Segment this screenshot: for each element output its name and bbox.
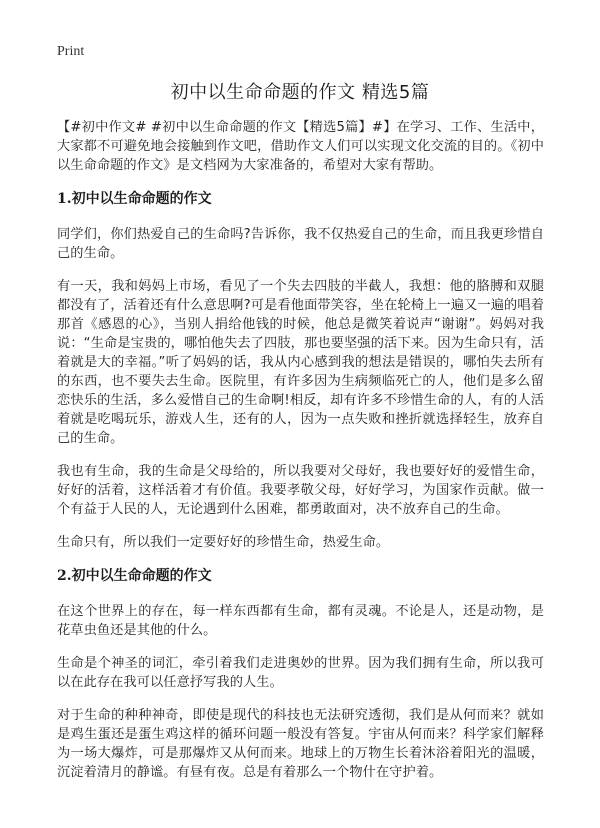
page-title: 初中以生命命题的作文 精选5篇	[170, 82, 430, 103]
section-2-paragraph-3: 对于生命的种种神奇，即使是现代的科技也无法研究透彻，我们是从何而来？就如是鸡生蛋还是蛋生鸡这样的循环问题一般没有答复。宇宙从何而来？科学家们解释为一场大爆炸，可是那爆炸又从何而来。地球上的万物生长着沐浴着阳光的温暖，沉淀着清月的静谧。有昼有夜。总是有着那么一个物什在守护着。	[57, 708, 544, 780]
section-1-paragraph-3: 我也有生命，我的生命是父母给的，所以我要对父母好，我也要好好的爱惜生命，好好的活着，这样活着才有价值。我要孝敬父母，好好学习，为国家作贡献。做一个有益于人民的人，无论遇到什么困难，都勇敢面对，决不放弃自己的生命。	[57, 464, 544, 517]
intro-paragraph: 【#初中作文# #初中以生命命题的作文【精选5篇】#】在学习、工作、生活中，大家都不可避免地会接触到作文吧，借助作文人们可以实现文化交流的目的。《初中以生命命题的作文》是文档网为大家准备的，希望对大家有帮助。	[57, 120, 544, 173]
section-1-paragraph-2: 有一天，我和妈妈上市场，看见了一个失去四肢的半截人，我想：他的胳膊和双腿都没有了，活着还有什么意思啊?可是看他面带笑容，坐在轮椅上一遍又一遍的唱着那首《感恩的心》，当别人捐给他钱的时候，他总是微笑着说声“谢谢”。妈妈对我说：“生命是宝贵的，哪怕他失去了四肢，那也要坚强的活下来。因为生命只有，活着就是大的幸福。”听了妈妈的话，我从内心感到我的想法是错误的，哪怕失去所有的东西，也不要失去生命。医院里，有许多因为生病频临死亡的人，他们是多么留恋快乐的生活，多么爱惜自己的生命啊!相反，却有许多不珍惜生命的人，有的人活着就是吃喝玩乐，游戏人生，还有的人，因为一点失败和挫折就选择轻生，放弃自己的生命。	[57, 279, 544, 446]
article-body	[57, 118, 544, 796]
section-2-paragraph-2: 生命是个神圣的词汇，牵引着我们走进奥妙的世界。因为我们拥有生命，所以我可以在此存在我可以任意抒写我的人生。	[57, 656, 544, 690]
section-1-paragraph-4: 生命只有，所以我们一定要好好的珍惜生命，热爱生命。	[57, 535, 390, 550]
section-2-paragraph-1: 在这个世界上的存在，每一样东西都有生命，都有灵魂。不论是人，还是动物，是花草虫鱼还是其他的什么。	[57, 604, 544, 638]
print-link[interactable]: Print	[57, 44, 85, 59]
section-1-heading: 1.初中以生命命题的作文	[57, 191, 212, 207]
section-2-heading: 2.初中以生命命题的作文	[57, 568, 212, 584]
section-1-paragraph-1: 同学们，你们热爱自己的生命吗?告诉你，我不仅热爱自己的生命，而且我更珍惜自己的生命。	[57, 227, 544, 261]
